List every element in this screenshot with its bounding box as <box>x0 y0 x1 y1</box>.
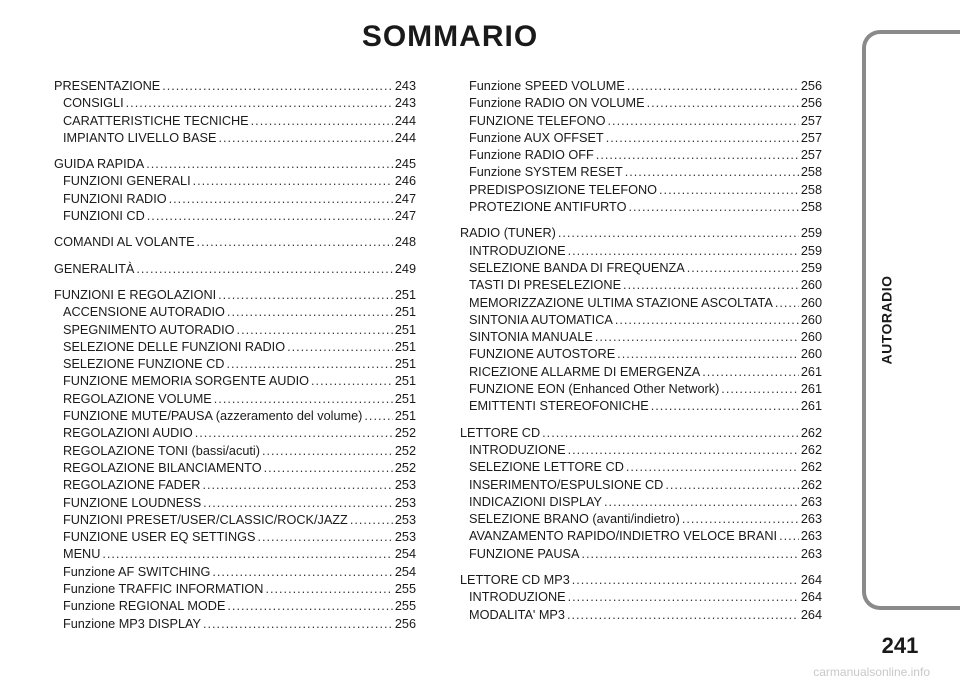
toc-entry-page: 258 <box>800 200 822 215</box>
toc-entry-label: FUNZIONI GENERALI <box>63 174 191 189</box>
toc-entry-page: 263 <box>800 529 822 544</box>
toc-dot-leader <box>126 95 393 112</box>
toc-subsection-entry <box>460 164 822 181</box>
toc-entry-page: 259 <box>800 226 822 241</box>
toc-dot-leader <box>604 494 799 511</box>
section-tab <box>862 30 960 610</box>
toc-dot-leader <box>651 398 799 415</box>
toc-entry-page: 251 <box>394 339 416 354</box>
toc-entry-label: FUNZIONI RADIO <box>63 191 167 206</box>
toc-dot-leader <box>264 460 393 477</box>
toc-section-entry <box>54 287 416 304</box>
toc-subsection-entry <box>460 364 822 381</box>
toc-column-right <box>460 78 822 624</box>
toc-subsection-entry <box>460 182 822 199</box>
toc-entry-page: 252 <box>394 426 416 441</box>
toc-subsection-entry <box>460 528 822 545</box>
toc-entry-label: ACCENSIONE AUTORADIO <box>63 305 225 320</box>
toc-dot-leader <box>287 339 393 356</box>
toc-dot-leader <box>364 408 392 425</box>
toc-subsection-entry <box>54 113 416 130</box>
toc-entry-label: EMITTENTI STEREOFONICHE <box>469 399 649 414</box>
toc-entry-label: FUNZIONE PAUSA <box>469 546 580 561</box>
toc-entry-page: 245 <box>394 157 416 172</box>
toc-dot-leader <box>350 512 393 529</box>
toc-dot-leader <box>203 616 393 633</box>
toc-dot-leader <box>212 564 392 581</box>
toc-subsection-entry <box>54 95 416 112</box>
toc-entry-page: 247 <box>394 191 416 206</box>
toc-entry-page: 261 <box>800 382 822 397</box>
toc-dot-leader <box>214 391 393 408</box>
toc-entry-label: REGOLAZIONE VOLUME <box>63 391 212 406</box>
toc-entry-label: SELEZIONE FUNZIONE CD <box>63 357 225 372</box>
toc-entry-label: REGOLAZIONE FADER <box>63 478 201 493</box>
toc-entry-label: FUNZIONE EON (Enhanced Other Network) <box>469 382 720 397</box>
toc-entry-label: SINTONIA MANUALE <box>469 330 593 345</box>
toc-dot-leader <box>102 546 392 563</box>
toc-entry-page: 244 <box>394 130 416 145</box>
toc-subsection-entry <box>460 78 822 95</box>
toc-dot-leader <box>218 287 393 304</box>
toc-entry-page: 253 <box>394 530 416 545</box>
toc-subsection-entry <box>54 391 416 408</box>
toc-subsection-entry <box>54 339 416 356</box>
toc-column-left <box>54 78 416 633</box>
toc-dot-leader <box>627 78 799 95</box>
toc-section-entry <box>460 425 822 442</box>
toc-entry-label: FUNZIONE USER EQ SETTINGS <box>63 530 256 545</box>
toc-entry-label: INTRODUZIONE <box>469 590 566 605</box>
page-title: SOMMARIO <box>361 20 539 53</box>
toc-section-entry <box>460 572 822 589</box>
toc-entry-label: FUNZIONI CD <box>63 209 145 224</box>
toc-subsection-entry <box>54 304 416 321</box>
toc-dot-leader <box>227 598 392 615</box>
toc-dot-leader <box>146 156 393 173</box>
toc-entry-label: PREDISPOSIZIONE TELEFONO <box>469 182 658 197</box>
page-number: 241 <box>881 633 919 658</box>
toc-entry-page: 262 <box>800 442 822 457</box>
toc-entry-label: SELEZIONE LETTORE CD <box>469 460 624 475</box>
toc-entry-label: Funzione RADIO OFF <box>469 148 594 163</box>
toc-dot-leader <box>162 78 393 95</box>
toc-entry-label: Funzione SPEED VOLUME <box>469 79 625 93</box>
toc-dot-leader <box>251 113 393 130</box>
toc-entry-page: 257 <box>800 113 822 128</box>
toc-dot-leader <box>558 225 799 242</box>
toc-entry-label: SINTONIA AUTOMATICA <box>469 312 613 327</box>
toc-dot-leader <box>595 329 799 346</box>
toc-dot-leader <box>195 425 393 442</box>
toc-entry-page: 243 <box>394 96 416 111</box>
toc-entry-label: FUNZIONE MEMORIA SORGENTE AUDIO <box>63 374 310 389</box>
toc-entry-label: GUIDA RAPIDA <box>54 157 145 172</box>
toc-entry-label: PROTEZIONE ANTIFURTO <box>469 200 627 215</box>
toc-entry-page: 251 <box>394 287 416 302</box>
toc-entry-label: INSERIMENTO/ESPULSIONE CD <box>469 477 664 492</box>
toc-entry-label: Funzione MP3 DISPLAY <box>63 616 201 631</box>
toc-entry-page: 260 <box>800 295 822 310</box>
toc-entry-page: 251 <box>394 357 416 372</box>
toc-entry-label: COMANDI AL VOLANTE <box>54 235 195 250</box>
toc-entry-label: Funzione RADIO ON VOLUME <box>469 96 645 111</box>
toc-section-entry <box>54 78 416 95</box>
toc-dot-leader <box>779 528 799 545</box>
toc-subsection-entry <box>54 546 416 563</box>
toc-subsection-entry <box>54 512 416 529</box>
toc-dot-leader <box>203 495 393 512</box>
toc-subsection-entry <box>460 199 822 216</box>
toc-dot-leader <box>665 477 798 494</box>
toc-subsection-entry <box>460 346 822 363</box>
toc-entry-label: FUNZIONI E REGOLAZIONI <box>54 287 217 302</box>
toc-subsection-entry <box>460 130 822 147</box>
toc-dot-leader <box>218 130 392 147</box>
toc-entry-page: 264 <box>800 573 822 588</box>
toc-dot-leader <box>567 607 799 624</box>
toc-subsection-entry <box>460 546 822 563</box>
toc-entry-page: 247 <box>394 209 416 224</box>
toc-subsection-entry <box>54 130 416 147</box>
toc-dot-leader <box>169 191 393 208</box>
toc-entry-label: REGOLAZIONE TONI (bassi/acuti) <box>63 443 260 458</box>
toc-dot-leader <box>227 304 393 321</box>
toc-entry-page: 254 <box>394 547 416 562</box>
toc-subsection-entry <box>54 564 416 581</box>
toc-entry-label: CONSIGLI <box>63 96 124 111</box>
toc-entry-label: PRESENTAZIONE <box>54 79 161 93</box>
toc-subsection-entry <box>460 607 822 624</box>
section-tab-label-wrap <box>878 260 896 380</box>
toc-subsection-entry <box>460 312 822 329</box>
toc-subsection-entry <box>54 408 416 425</box>
toc-subsection-entry <box>54 322 416 339</box>
toc-entry-page: 255 <box>394 582 416 597</box>
toc-entry-page: 251 <box>394 374 416 389</box>
toc-subsection-entry <box>54 581 416 598</box>
toc-entry-page: 243 <box>394 79 416 93</box>
toc-entry-page: 244 <box>394 113 416 128</box>
toc-subsection-entry <box>460 295 822 312</box>
toc-subsection-entry <box>54 495 416 512</box>
toc-dot-leader <box>147 208 393 225</box>
toc-entry-label: GENERALITÀ <box>54 261 135 276</box>
toc-entry-label: MEMORIZZAZIONE ULTIMA STAZIONE ASCOLTATA <box>469 295 773 310</box>
toc-section-entry <box>54 156 416 173</box>
toc-dot-leader <box>702 364 799 381</box>
toc-entry-page: 254 <box>394 564 416 579</box>
toc-dot-leader <box>617 346 799 363</box>
toc-entry-page: 256 <box>394 616 416 631</box>
toc-subsection-entry <box>460 113 822 130</box>
toc-entry-page: 253 <box>394 495 416 510</box>
toc-entry-page: 262 <box>800 460 822 475</box>
toc-dot-leader <box>647 95 799 112</box>
toc-dot-leader <box>265 581 392 598</box>
toc-section-entry <box>460 225 822 242</box>
toc-entry-page: 256 <box>800 96 822 111</box>
toc-entry-page: 253 <box>394 478 416 493</box>
toc-subsection-entry <box>460 477 822 494</box>
toc-entry-page: 264 <box>800 590 822 605</box>
toc-subsection-entry <box>54 443 416 460</box>
toc-dot-leader <box>237 322 393 339</box>
toc-entry-label: Funzione REGIONAL MODE <box>63 599 226 614</box>
toc-entry-page: 257 <box>800 130 822 145</box>
toc-entry-label: MODALITA' MP3 <box>469 607 565 622</box>
toc-entry-page: 248 <box>394 235 416 250</box>
toc-dot-leader <box>615 312 799 329</box>
toc-section-entry <box>54 261 416 278</box>
toc-entry-page: 251 <box>394 322 416 337</box>
toc-entry-label: TASTI DI PRESELEZIONE <box>469 278 622 293</box>
toc-entry-label: Funzione SYSTEM RESET <box>469 165 623 180</box>
toc-subsection-entry <box>460 511 822 528</box>
toc-subsection-entry <box>54 477 416 494</box>
toc-entry-page: 257 <box>800 148 822 163</box>
toc-dot-leader <box>628 199 798 216</box>
toc-entry-label: LETTORE CD <box>460 425 541 440</box>
toc-entry-label: REGOLAZIONI AUDIO <box>63 426 193 441</box>
toc-subsection-entry <box>54 425 416 442</box>
toc-dot-leader <box>626 459 799 476</box>
toc-subsection-entry <box>54 373 416 390</box>
toc-subsection-entry <box>460 381 822 398</box>
toc-entry-page: 262 <box>800 477 822 492</box>
toc-dot-leader <box>226 356 392 373</box>
toc-subsection-entry <box>54 598 416 615</box>
toc-entry-label: LETTORE CD MP3 <box>460 573 570 588</box>
toc-subsection-entry <box>460 589 822 606</box>
toc-entry-page: 259 <box>800 243 822 258</box>
toc-entry-label: INTRODUZIONE <box>469 243 566 258</box>
toc-entry-label: IMPIANTO LIVELLO BASE <box>63 130 217 145</box>
toc-entry-page: 263 <box>800 494 822 509</box>
toc-entry-label: RICEZIONE ALLARME DI EMERGENZA <box>469 364 701 379</box>
toc-entry-page: 253 <box>394 512 416 527</box>
toc-dot-leader <box>568 589 799 606</box>
toc-entry-label: SELEZIONE DELLE FUNZIONI RADIO <box>63 339 286 354</box>
toc-dot-leader <box>193 173 393 190</box>
toc-entry-page: 261 <box>800 364 822 379</box>
toc-entry-label: FUNZIONE AUTOSTORE <box>469 347 616 362</box>
toc-subsection-entry <box>460 398 822 415</box>
toc-subsection-entry <box>460 147 822 164</box>
toc-dot-leader <box>202 477 392 494</box>
toc-dot-leader <box>542 425 799 442</box>
toc-entry-label: SELEZIONE BANDA DI FREQUENZA <box>469 260 685 275</box>
toc-entry-page: 260 <box>800 312 822 327</box>
toc-dot-leader <box>775 295 799 312</box>
toc-entry-label: FUNZIONE LOUDNESS <box>63 495 202 510</box>
toc-entry-page: 251 <box>394 305 416 320</box>
toc-entry-page: 264 <box>800 607 822 622</box>
toc-dot-leader <box>572 572 799 589</box>
toc-dot-leader <box>136 261 392 278</box>
toc-entry-label: SPEGNIMENTO AUTORADIO <box>63 322 235 337</box>
toc-entry-page: 252 <box>394 443 416 458</box>
toc-entry-page: 255 <box>394 599 416 614</box>
toc-dot-leader <box>721 381 799 398</box>
toc-entry-label: CARATTERISTICHE TECNICHE <box>63 113 249 128</box>
toc-subsection-entry <box>460 260 822 277</box>
toc-entry-page: 249 <box>394 261 416 276</box>
toc-entry-page: 263 <box>800 512 822 527</box>
toc-entry-label: Funzione TRAFFIC INFORMATION <box>63 582 264 597</box>
toc-entry-page: 256 <box>800 79 822 93</box>
toc-subsection-entry <box>54 173 416 190</box>
toc-entry-page: 259 <box>800 260 822 275</box>
toc-entry-page: 260 <box>800 330 822 345</box>
toc-entry-label: SELEZIONE BRANO (avanti/indietro) <box>469 512 680 527</box>
toc-subsection-entry <box>54 529 416 546</box>
toc-subsection-entry <box>460 95 822 112</box>
toc-dot-leader <box>606 130 799 147</box>
toc-entry-page: 263 <box>800 546 822 561</box>
toc-dot-leader <box>568 243 799 260</box>
section-tab-label: AUTORADIO <box>879 275 895 365</box>
toc-subsection-entry <box>54 191 416 208</box>
toc-subsection-entry <box>460 243 822 260</box>
toc-entry-page: 251 <box>394 409 416 424</box>
toc-dot-leader <box>625 164 799 181</box>
toc-entry-label: Funzione AUX OFFSET <box>469 130 604 145</box>
toc-dot-leader <box>257 529 392 546</box>
toc-entry-label: REGOLAZIONE BILANCIAMENTO <box>63 460 262 475</box>
toc-entry-label: FUNZIONE TELEFONO <box>469 113 606 128</box>
toc-dot-leader <box>581 546 798 563</box>
toc-entry-label: FUNZIONI PRESET/USER/CLASSIC/ROCK/JAZZ <box>63 512 348 527</box>
toc-entry-label: RADIO (TUNER) <box>460 226 556 241</box>
toc-subsection-entry <box>460 329 822 346</box>
toc-subsection-entry <box>54 208 416 225</box>
toc-dot-leader <box>682 511 799 528</box>
toc-dot-leader <box>687 260 799 277</box>
toc-dot-leader <box>608 113 799 130</box>
toc-subsection-entry <box>460 494 822 511</box>
toc-entry-label: Funzione AF SWITCHING <box>63 564 211 579</box>
toc-entry-page: 260 <box>800 347 822 362</box>
toc-subsection-entry <box>460 459 822 476</box>
toc-entry-page: 251 <box>394 391 416 406</box>
toc-dot-leader <box>623 277 799 294</box>
toc-entry-page: 258 <box>800 165 822 180</box>
toc-entry-page: 252 <box>394 460 416 475</box>
toc-entry-page: 258 <box>800 182 822 197</box>
toc-subsection-entry <box>54 460 416 477</box>
toc-entry-page: 246 <box>394 174 416 189</box>
toc-entry-page: 260 <box>800 278 822 293</box>
toc-dot-leader <box>262 443 393 460</box>
toc-dot-leader <box>659 182 799 199</box>
toc-dot-leader <box>197 234 393 251</box>
toc-entry-page: 261 <box>800 399 822 414</box>
toc-subsection-entry <box>54 616 416 633</box>
toc-subsection-entry <box>54 356 416 373</box>
watermark: carmanualsonline.info <box>813 665 930 679</box>
toc-dot-leader <box>596 147 799 164</box>
toc-entry-label: MENU <box>63 547 101 562</box>
toc-entry-page: 262 <box>800 425 822 440</box>
toc-dot-leader <box>568 442 799 459</box>
toc-entry-label: AVANZAMENTO RAPIDO/INDIETRO VELOCE BRANI <box>469 529 778 544</box>
toc-entry-label: INTRODUZIONE <box>469 442 566 457</box>
toc-subsection-entry <box>460 277 822 294</box>
toc-subsection-entry <box>460 442 822 459</box>
toc-entry-label: INDICAZIONI DISPLAY <box>469 494 603 509</box>
toc-dot-leader <box>311 373 393 390</box>
toc-section-entry <box>54 234 416 251</box>
toc-entry-label: FUNZIONE MUTE/PAUSA (azzeramento del volume) <box>63 409 363 424</box>
